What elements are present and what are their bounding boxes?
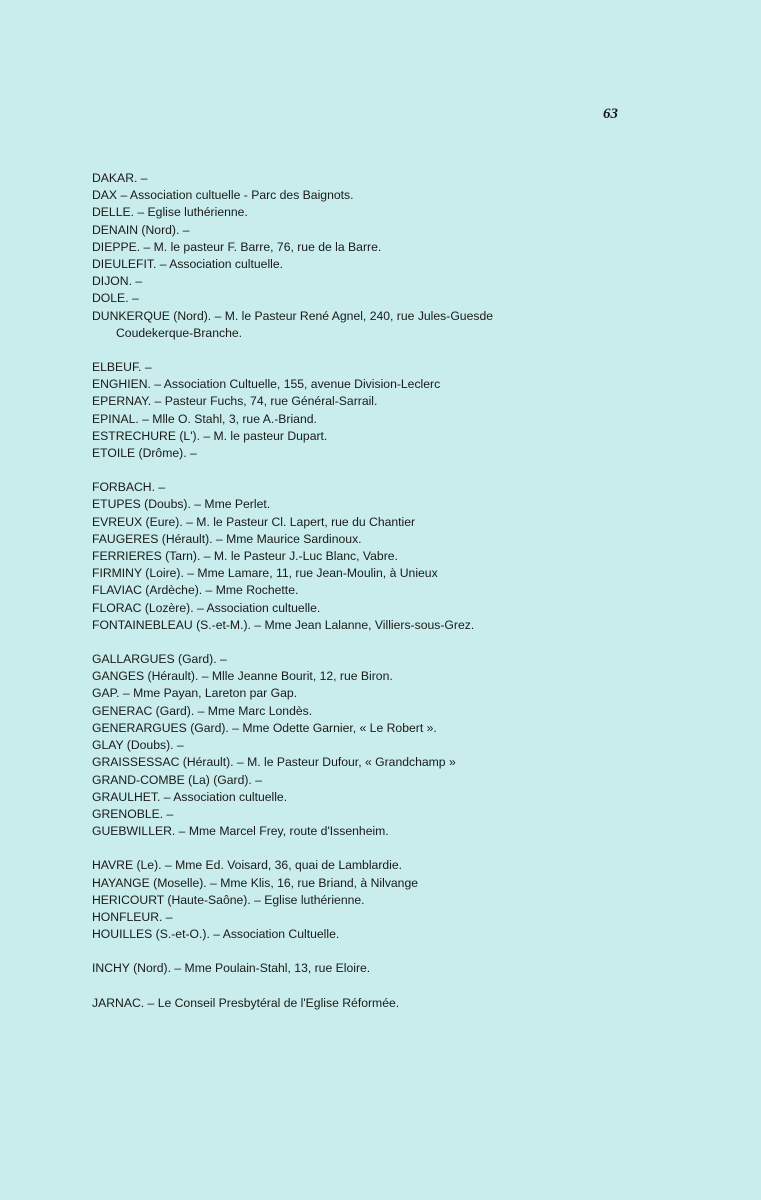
entry-dunkerque-continuation: Coudekerque-Branche. [116,325,243,340]
group-j [92,995,632,1012]
entry-glay: GLAY (Doubs). – [92,738,184,753]
entry-dax: DAX – Association cultuelle - Parc des Baignots. [92,188,354,203]
entry-ferrieres: FERRIERES (Tarn). – M. le Pasteur J.-Luc Blanc, Vabre. [92,549,398,564]
entry-dole: DOLE. – [92,291,139,306]
page-number: 63 [603,106,618,122]
entry-graissessac: GRAISSESSAC (Hérault). – M. le Pasteur Dufour, « Grandchamp » [92,755,456,770]
entry-jarnac: JARNAC. – Le Conseil Presbytéral de l'Eglise Réformée. [92,995,400,1010]
entry-gap: GAP. – Mme Payan, Lareton par Gap. [92,686,298,701]
entry-grenoble: GRENOBLE. – [92,806,174,821]
entry-evreux: EVREUX (Eure). – M. le Pasteur Cl. Lapert, rue du Chantier [92,514,416,529]
entry-flaviac: FLAVIAC (Ardèche). – Mme Rochette. [92,583,299,598]
entry-generargues: GENERARGUES (Gard). – Mme Odette Garnier, « Le Robert ». [92,720,437,735]
entry-inchy: INCHY (Nord). – Mme Poulain-Stahl, 13, rue Eloire. [92,961,371,976]
entry-generac: GENERAC (Gard). – Mme Marc Londès. [92,703,313,718]
group-g [92,651,632,840]
group-h [92,857,632,943]
entry-elbeuf: ELBEUF. – [92,360,152,375]
entry-hericourt: HERICOURT (Haute-Saône). – Eglise luthérienne. [92,892,365,907]
entry-grand-combe: GRAND-COMBE (La) (Gard). – [92,772,262,787]
entry-denain: DENAIN (Nord). – [92,222,190,237]
entry-florac: FLORAC (Lozère). – Association cultuelle. [92,600,321,615]
entry-houilles: HOUILLES (S.-et-O.). – Association Cultuelle. [92,927,340,942]
entry-gallargues: GALLARGUES (Gard). – [92,652,227,667]
group-e [92,359,632,462]
entry-guebwiller: GUEBWILLER. – Mme Marcel Frey, route d'Issenheim. [92,824,389,839]
entry-epinal: EPINAL. – Mlle O. Stahl, 3, rue A.-Briand. [92,411,317,426]
entry-etupes: ETUPES (Doubs). – Mme Perlet. [92,497,271,512]
entry-dakar: DAKAR. – [92,171,148,185]
entry-dunkerque: DUNKERQUE (Nord). – M. le Pasteur René Agnel, 240, rue Jules-Guesde [92,308,494,323]
entry-faugeres: FAUGERES (Hérault). – Mme Maurice Sardinoux. [92,531,362,546]
entry-forbach: FORBACH. – [92,480,166,495]
entry-dijon: DIJON. – [92,274,143,289]
entry-dieppe: DIEPPE. – M. le pasteur F. Barre, 76, rue de la Barre. [92,239,382,254]
group-f [92,479,632,634]
entry-fontainebleau: FONTAINEBLEAU (S.-et-M.). – Mme Jean Lalanne, Villiers-sous-Grez. [92,617,475,632]
entry-honfleur: HONFLEUR. – [92,909,173,924]
entry-hayange: HAYANGE (Moselle). – Mme Klis, 16, rue Briand, à Nilvange [92,875,419,890]
entry-enghien: ENGHIEN. – Association Cultuelle, 155, avenue Division-Leclerc [92,377,441,392]
entry-graulhet: GRAULHET. – Association cultuelle. [92,789,288,804]
entry-ganges: GANGES (Hérault). – Mlle Jeanne Bourit, 12, rue Biron. [92,669,393,684]
entry-estrechure: ESTRECHURE (L'). – M. le pasteur Dupart. [92,428,328,443]
entry-delle: DELLE. – Eglise luthérienne. [92,205,248,220]
entry-epernay: EPERNAY. – Pasteur Fuchs, 74, rue Général-Sarrail. [92,394,378,409]
directory-listing [92,170,632,1029]
group-d [92,170,632,342]
entry-dieulefit: DIEULEFIT. – Association cultuelle. [92,257,284,272]
group-i [92,960,632,977]
entry-firminy: FIRMINY (Loire). – Mme Lamare, 11, rue Jean-Moulin, à Unieux [92,566,438,581]
entry-havre: HAVRE (Le). – Mme Ed. Voisard, 36, quai de Lamblardie. [92,858,403,873]
entry-etoile: ETOILE (Drôme). – [92,446,197,461]
